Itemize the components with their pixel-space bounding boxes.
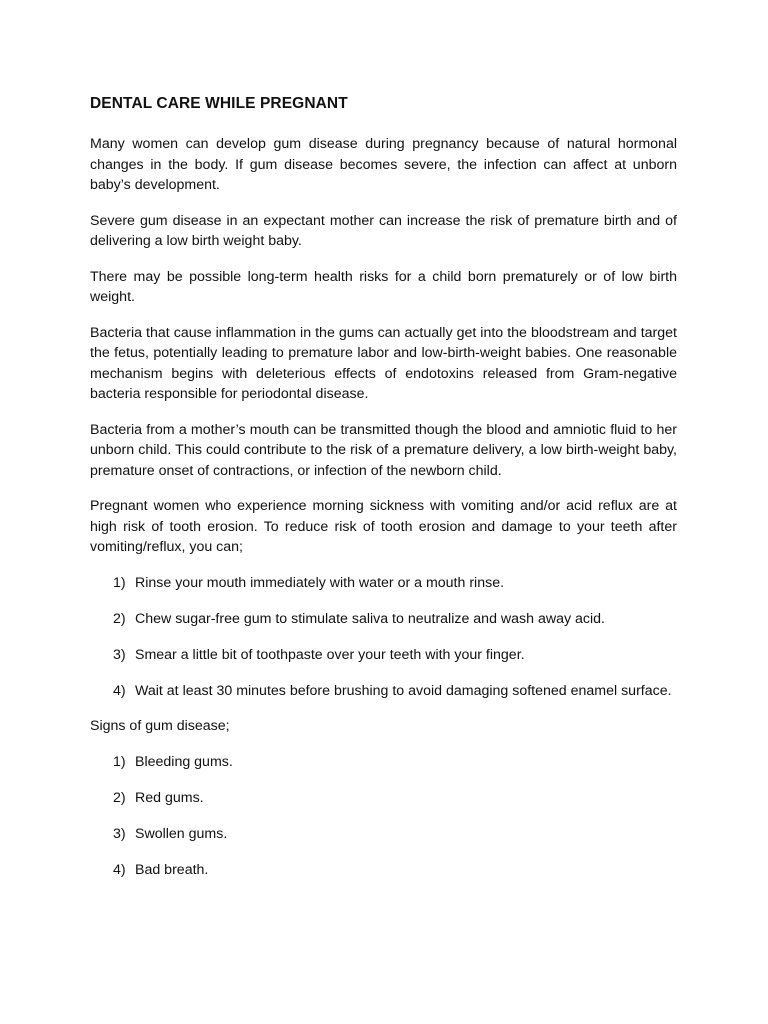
list-number: 3)	[113, 646, 126, 663]
list-item	[90, 824, 677, 845]
list-number: 1)	[113, 574, 126, 591]
list-number: 2)	[113, 610, 126, 627]
list-item	[90, 645, 677, 666]
list-text: Rinse your mouth immediately with water or a mouth rinse.	[135, 574, 505, 591]
list-number: 3)	[113, 825, 126, 842]
list-item	[90, 681, 677, 702]
list-number: 4)	[113, 861, 126, 878]
list-text: Bad breath.	[135, 861, 209, 878]
signs-heading: Signs of gum disease;	[90, 718, 230, 734]
list-item	[90, 609, 677, 630]
list-number: 2)	[113, 789, 126, 806]
document-title: DENTAL CARE WHILE PREGNANT	[90, 95, 348, 112]
list-item	[90, 860, 677, 881]
paragraph: Severe gum disease in an expectant mother can increase the risk of premature birth and of delivering a low birth weight baby.	[90, 212, 677, 249]
list-number: 1)	[113, 753, 126, 770]
list-text: Bleeding gums.	[135, 753, 233, 770]
paragraph: Pregnant women who experience morning sickness with vomiting and/or acid reflux are at high risk of tooth erosion. To reduce risk of tooth erosion and damage to your teeth after vomiting/reflux, you can;	[90, 498, 677, 555]
list-item	[90, 788, 677, 809]
erosion-tips-list	[90, 573, 677, 702]
list-text: Swollen gums.	[135, 825, 228, 842]
document-page	[90, 94, 677, 895]
gum-disease-signs-list	[90, 752, 677, 881]
paragraph: Bacteria from a mother’s mouth can be transmitted though the blood and amniotic fluid to her unborn child. This could contribute to the risk of a premature delivery, a low birth-weight baby, premature onset of contractions, or infection of the newborn child.	[90, 421, 677, 479]
list-text: Smear a little bit of toothpaste over your teeth with your finger.	[135, 646, 525, 663]
list-number: 4)	[113, 682, 126, 699]
list-text: Wait at least 30 minutes before brushing to avoid damaging softened enamel surface.	[135, 682, 672, 699]
paragraph: There may be possible long-term health risks for a child born prematurely or of low birth weight.	[90, 268, 677, 305]
list-item	[90, 752, 677, 773]
paragraph: Many women can develop gum disease during pregnancy because of natural hormonal changes in the body. If gum disease becomes severe, the infection can affect at unborn baby’s development.	[90, 136, 677, 193]
list-item	[90, 573, 677, 594]
paragraph: Bacteria that cause inflammation in the gums can actually get into the bloodstream and target the fetus, potentially leading to premature labor and low-birth-weight babies. One reasonable mechanism begins with deleterious effects of endotoxins released from Gram-negative bacteria responsible for periodontal disease.	[90, 324, 677, 402]
list-text: Red gums.	[135, 789, 204, 806]
list-text: Chew sugar-free gum to stimulate saliva to neutralize and wash away acid.	[135, 610, 605, 627]
